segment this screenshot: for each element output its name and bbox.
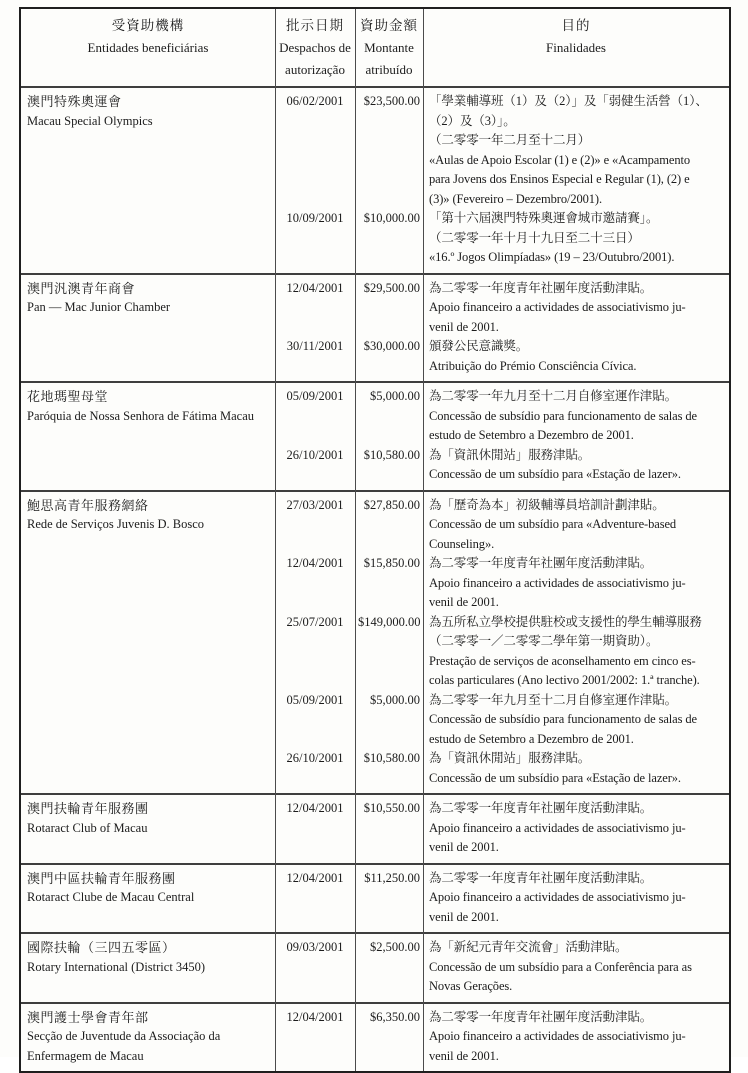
- entity-name-pt: Macau Special Olympics: [27, 113, 153, 128]
- grant-amount: $27,850.00: [363, 497, 420, 512]
- grant-purpose: [423, 613, 729, 691]
- purpose-line: （二零零一年十月十九日至二十三日）: [429, 230, 640, 245]
- purpose-line: 為「新紀元青年交流會」活動津貼。: [429, 940, 628, 954]
- grant-date: 09/03/2001: [286, 940, 344, 954]
- header-dates-zh: 批示日期: [286, 18, 344, 33]
- header-entities-zh: 受資助機構: [111, 18, 185, 33]
- grant-amount: $10,580.00: [363, 751, 420, 765]
- grant-purpose: [423, 554, 729, 613]
- purpose-line: Concessão de subsídio para funcionamento de salas de: [429, 712, 697, 726]
- grant-purpose: [423, 869, 729, 928]
- entity-name-zh: 澳門護士學會青年部: [27, 1009, 149, 1025]
- entity-name-zh: 花地瑪聖母堂: [27, 389, 109, 404]
- purpose-line: 為二零零一年度青年社團年度活動津貼。: [429, 1009, 653, 1024]
- grant-purpose: [423, 387, 729, 446]
- grant-date: 26/10/2001: [286, 447, 344, 462]
- purpose-line: «16.º Jogos Olimpíadas» (19 – 23/Outubro/2001).: [429, 250, 675, 264]
- purpose-line: （二零零一／二零零二學年第一期資助）。: [429, 634, 659, 648]
- header-purpose-zh: 目的: [561, 18, 591, 33]
- purpose-line: 為二零零一年九月至十二月自修室運作津貼。: [429, 389, 678, 403]
- table-body: [21, 86, 729, 1071]
- table-row: [21, 793, 729, 863]
- grant-purpose: [423, 446, 729, 485]
- grant-date: 12/04/2001: [286, 280, 344, 295]
- purpose-line: Prestação de serviços de aconselhamento em cinco es-: [429, 653, 696, 668]
- purpose-line: venil de 2001.: [429, 319, 499, 334]
- grant-purpose: [423, 749, 729, 788]
- grant-amount: $6,350.00: [370, 1009, 420, 1024]
- table-row: [21, 273, 729, 382]
- purpose-line: （2）及（3）」。: [429, 113, 516, 128]
- header-dates-pt: Despachos de autorização: [279, 40, 351, 77]
- purpose-line: venil de 2001.: [429, 909, 499, 924]
- purpose-line: colas particulares (Ano lectivo 2001/2002: 1.ª tranche).: [429, 673, 700, 687]
- grant-purpose: [423, 1008, 729, 1067]
- purpose-line: Concessão de um subsídio para «Adventure-based: [429, 517, 677, 531]
- grant-purpose: [423, 691, 729, 750]
- purpose-line: Counseling».: [429, 536, 495, 551]
- purpose-line: (3)» (Fevereiro – Dezembro/2001).: [429, 191, 603, 206]
- grant-date: 25/07/2001: [286, 614, 344, 629]
- table-row: [21, 490, 729, 794]
- grant-amount: $5,000.00: [370, 389, 420, 403]
- purpose-line: 為「歷奇為本」初級輔導員培訓計劃津貼。: [429, 497, 665, 512]
- entity-name-zh: 澳門扶輪青年服務團: [27, 801, 149, 816]
- purpose-line: venil de 2001.: [429, 840, 499, 854]
- purpose-line: Concessão de um subsídio para «Estação de lazer».: [429, 467, 681, 481]
- table-header-row: [21, 9, 729, 86]
- grant-purpose: [423, 279, 729, 338]
- entity-cell: [21, 496, 275, 789]
- purpose-line: 為二零零一年度青年社團年度活動津貼。: [429, 280, 653, 295]
- purpose-line: Apoio financeiro a actividades de associativismo ju-: [429, 820, 686, 835]
- purpose-line: 為二零零一年九月至十二月自修室運作津貼。: [429, 692, 678, 707]
- purpose-line: 「學業輔導班（1）及（2）」及「弱健生活營（1）、: [429, 94, 708, 108]
- header-dates: [275, 15, 355, 81]
- grant-date: 12/04/2001: [286, 1009, 344, 1024]
- grant-amount: $10,550.00: [363, 801, 420, 815]
- entity-name-zh: 澳門汎澳青年商會: [27, 280, 136, 296]
- purpose-line: Concessão de um subsídio para «Estação de lazer».: [429, 770, 681, 785]
- purpose-line: venil de 2001.: [429, 1048, 499, 1063]
- entity-name-pt: Secção de Juventude da Associação da Enfermagem de Macau: [27, 1029, 221, 1063]
- purpose-line: 為「資訊休閒站」服務津貼。: [429, 751, 591, 765]
- grant-amount: $30,000.00: [363, 339, 420, 353]
- header-entities: [21, 15, 275, 81]
- grant-date: 10/09/2001: [286, 211, 344, 225]
- purpose-line: venil de 2001.: [429, 595, 499, 609]
- grant-amount: $5,000.00: [370, 692, 420, 707]
- header-amount: [355, 15, 423, 81]
- purpose-line: （二零零一年二月至十二月）: [429, 133, 591, 147]
- purpose-line: 「第十六屆澳門特殊奧運會城市邀請賽」。: [429, 211, 659, 225]
- header-amount-pt: Montante atribuído: [364, 40, 414, 77]
- purpose-line: Apoio financeiro a actividades de associativismo ju-: [429, 1029, 686, 1043]
- subsidy-table: [19, 7, 731, 1073]
- grant-date: 30/11/2001: [286, 339, 344, 353]
- purpose-line: Atribuição do Prémio Consciência Cívica.: [429, 358, 637, 373]
- purpose-line: Novas Gerações.: [429, 979, 513, 993]
- header-entities-pt: Entidades beneficiárias: [87, 40, 209, 55]
- grant-purpose: [423, 496, 729, 555]
- entity-name-pt: Paróquia de Nossa Senhora de Fátima Macau: [27, 408, 255, 423]
- entity-name-pt: Rotaract Clube de Macau Central: [27, 890, 195, 904]
- entity-name-pt: Rotary International (District 3450): [27, 959, 206, 974]
- column-divider: [275, 9, 276, 1071]
- grant-purpose: [423, 799, 729, 858]
- purpose-line: 為「資訊休閒站」服務津貼。: [429, 447, 591, 462]
- table-row: [21, 863, 729, 933]
- column-divider: [423, 9, 424, 1071]
- purpose-line: «Aulas de Apoio Escolar (1) e (2)» e «Acampamento: [429, 152, 690, 167]
- purpose-line: 頒發公民意識獎。: [429, 339, 529, 353]
- grant-amount: $10,000.00: [363, 211, 420, 225]
- purpose-line: 為二零零一年度青年社團年度活動津貼。: [429, 556, 653, 570]
- purpose-line: Apoio financeiro a actividades de associativismo ju-: [429, 300, 686, 314]
- column-divider: [355, 9, 356, 1071]
- entity-name-pt: Pan — Mac Junior Chamber: [27, 300, 171, 314]
- entity-cell: [21, 92, 275, 268]
- entity-name-zh: 澳門特殊奧運會: [27, 94, 122, 109]
- purpose-line: Apoio financeiro a actividades de associativismo ju-: [429, 890, 686, 904]
- purpose-line: 為二零零一年度青年社團年度活動津貼。: [429, 801, 653, 815]
- purpose-line: Apoio financeiro a actividades de associativismo ju-: [429, 575, 686, 590]
- grant-date: 05/09/2001: [286, 692, 344, 707]
- grant-date: 12/04/2001: [286, 556, 344, 570]
- purpose-line: Concessão de um subsídio para a Conferência para as: [429, 959, 692, 974]
- grant-amount: $10,580.00: [363, 447, 420, 462]
- entity-name-zh: 鮑思高青年服務網絡: [27, 497, 149, 513]
- grant-amount: $11,250.00: [364, 870, 420, 885]
- purpose-line: 為二零零一年度青年社團年度活動津貼。: [429, 870, 653, 885]
- purpose-line: 為五所私立學校提供駐校或支援性的學生輔導服務: [429, 614, 702, 629]
- header-purpose: [423, 15, 729, 81]
- grant-amount: $23,500.00: [363, 94, 420, 108]
- grant-date: 27/03/2001: [286, 497, 344, 512]
- entity-cell: [21, 869, 275, 928]
- grant-amount: $29,500.00: [363, 280, 420, 295]
- entity-cell: [21, 1008, 275, 1067]
- entity-name-zh: 澳門中區扶輪青年服務團: [27, 870, 176, 886]
- entity-cell: [21, 938, 275, 997]
- entity-name-pt: Rede de Serviços Juvenis D. Bosco: [27, 517, 205, 531]
- grant-date: 12/04/2001: [286, 870, 344, 885]
- purpose-line: Concessão de subsídio para funcionamento de salas de: [429, 408, 697, 423]
- table-row: [21, 1002, 729, 1072]
- grant-amount: $149,000.00: [358, 614, 421, 629]
- table-row: [21, 86, 729, 273]
- purpose-line: estudo de Setembro a Dezembro de 2001.: [429, 731, 634, 746]
- grant-amount: $2,500.00: [370, 940, 420, 954]
- entity-cell: [21, 799, 275, 858]
- grant-date: 05/09/2001: [286, 389, 344, 403]
- grant-purpose: [423, 938, 729, 997]
- grant-purpose: [423, 209, 729, 268]
- purpose-line: para Jovens dos Ensinos Especial e Regular (1), (2) e: [429, 172, 690, 186]
- grant-purpose: [423, 92, 729, 209]
- table-row: [21, 932, 729, 1002]
- grant-purpose: [423, 337, 729, 376]
- grant-amount: $15,850.00: [363, 556, 420, 570]
- grant-date: 26/10/2001: [286, 751, 344, 765]
- entity-name-pt: Rotaract Club of Macau: [27, 820, 148, 835]
- purpose-line: estudo de Setembro a Dezembro de 2001.: [429, 428, 634, 442]
- grant-date: 12/04/2001: [286, 801, 344, 815]
- grant-date: 06/02/2001: [286, 94, 344, 108]
- header-amount-zh: 資助金額: [360, 18, 418, 33]
- entity-cell: [21, 279, 275, 377]
- header-purpose-pt: Finalidades: [546, 40, 606, 55]
- table-row: [21, 381, 729, 490]
- entity-name-zh: 國際扶輪（三四五零區）: [27, 940, 176, 955]
- entity-cell: [21, 387, 275, 485]
